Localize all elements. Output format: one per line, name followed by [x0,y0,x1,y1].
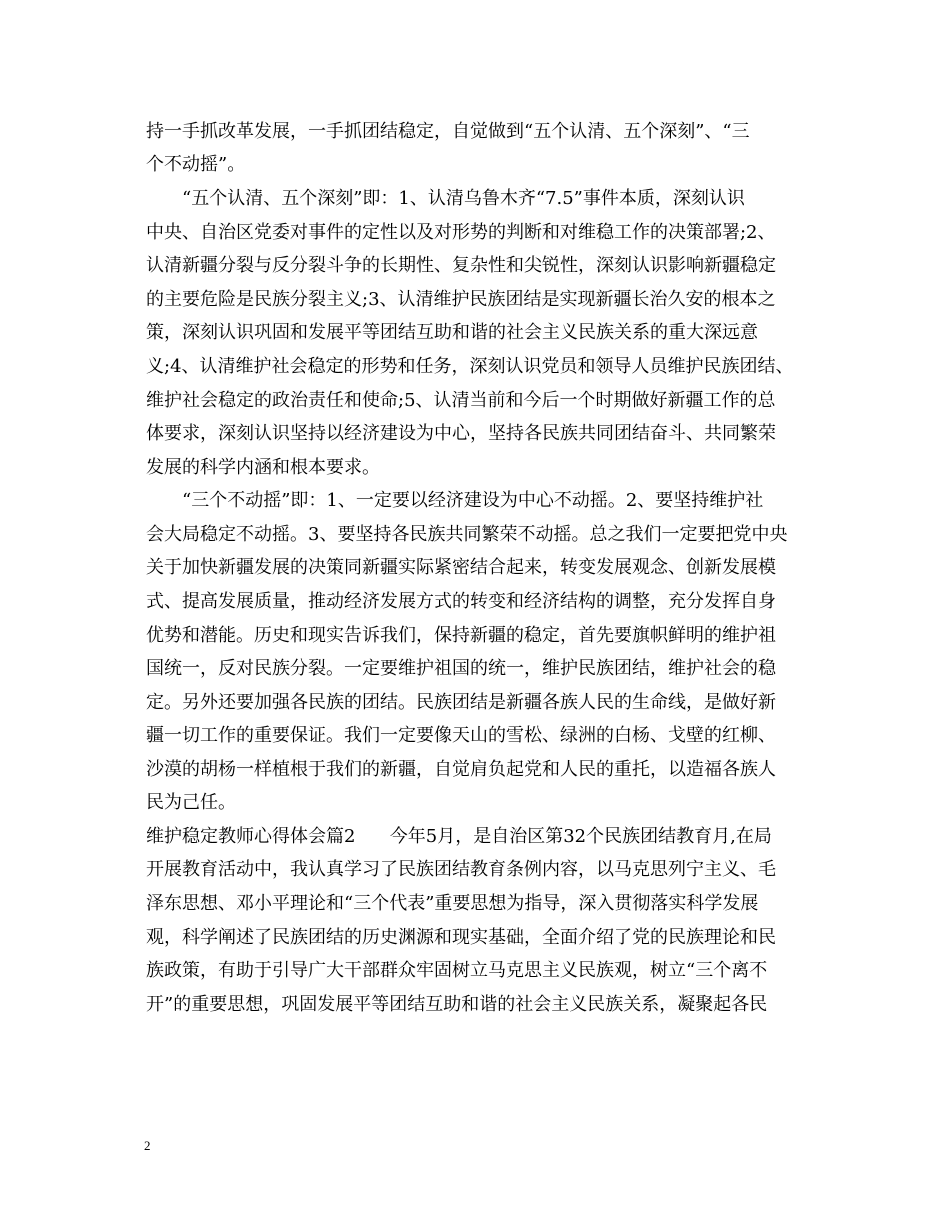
text-line: 开”的重要思想，巩固发展平等团结互助和谐的社会主义民族关系，凝聚起各民 [146,994,768,1015]
text-line: 观，科学阐述了民族团结的历史渊源和现实基础，全面介绍了党的民族理论和民 [146,927,776,948]
text-line: 策，深刻认识巩固和发展平等团结互助和谐的社会主义民族关系的重大深远意 [146,322,758,343]
paragraph-start-line: “五个认清、五个深刻”即：1、认清乌鲁木齐“7.5”事件本质，深刻认识 [182,188,745,209]
section-heading-line: 维护稳定教师心得体会篇2 今年5月，是自治区第32个民族团结教育月,在局 [146,826,772,847]
text-line: 疆一切工作的重要保证。我们一定要像天山的雪松、绿洲的白杨、戈壁的红柳、 [146,725,776,746]
text-line: 的主要危险是民族分裂主义;3、认清维护民族团结是实现新疆长治久安的根本之 [146,289,776,310]
text-line: 民为己任。 [146,792,236,813]
text-line: 式、提高发展质量，推动经济发展方式的转变和经济结构的调整，充分发挥自身 [146,591,776,612]
text-line: 义;4、认清维护社会稳定的形势和任务，深刻认识党员和领导人员维护民族团结、 [146,356,794,377]
text-line: 会大局稳定不动摇。3、要坚持各民族共同繁荣不动摇。总之我们一定要把党中央 [146,524,788,545]
text-line: 中央、自治区党委对事件的定性以及对形势的判断和对维稳工作的决策部署;2、 [146,222,776,243]
text-line: 关于加快新疆发展的决策同新疆实际紧密结合起来，转变发展观念、创新发展模 [146,557,776,578]
text-line: 认清新疆分裂与反分裂斗争的长期性、复杂性和尖锐性，深刻认识影响新疆稳定 [146,255,776,276]
text-line: 泽东思想、邓小平理论和“三个代表”重要思想为指导，深入贯彻落实科学发展 [146,893,759,914]
text-line: 个不动摇”。 [146,154,246,175]
text-line: 定。另外还要加强各民族的团结。民族团结是新疆各族人民的生命线，是做好新 [146,692,776,713]
text-line: 维护社会稳定的政治责任和使命;5、认清当前和今后一个时期做好新疆工作的总 [146,390,776,411]
text-line: 开展教育活动中，我认真学习了民族团结教育条例内容，以马克思列宁主义、毛 [146,859,776,880]
text-line: 族政策，有助于引导广大干部群众牢固树立马克思主义民族观，树立“三个离不 [146,960,768,981]
text-line: 沙漠的胡杨一样植根于我们的新疆，自觉肩负起党和人民的重托，以造福各族人 [146,759,776,780]
page-number: 2 [144,1138,151,1153]
text-line: 优势和潜能。历史和现实告诉我们，保持新疆的稳定，首先要旗帜鲜明的维护祖 [146,625,776,646]
text-line: 体要求，深刻认识坚持以经济建设为中心，坚持各民族共同团结奋斗、共同繁荣 [146,423,776,444]
text-line: 国统一，反对民族分裂。一定要维护祖国的统一，维护民族团结，维护社会的稳 [146,658,776,679]
paragraph-start-line: “三个不动摇”即：1、一定要以经济建设为中心不动摇。2、要坚持维护社 [182,490,764,511]
text-line: 发展的科学内涵和根本要求。 [146,457,380,478]
text-line: 持一手抓改革发展，一手抓团结稳定，自觉做到“五个认清、五个深刻”、“三 [146,121,750,142]
